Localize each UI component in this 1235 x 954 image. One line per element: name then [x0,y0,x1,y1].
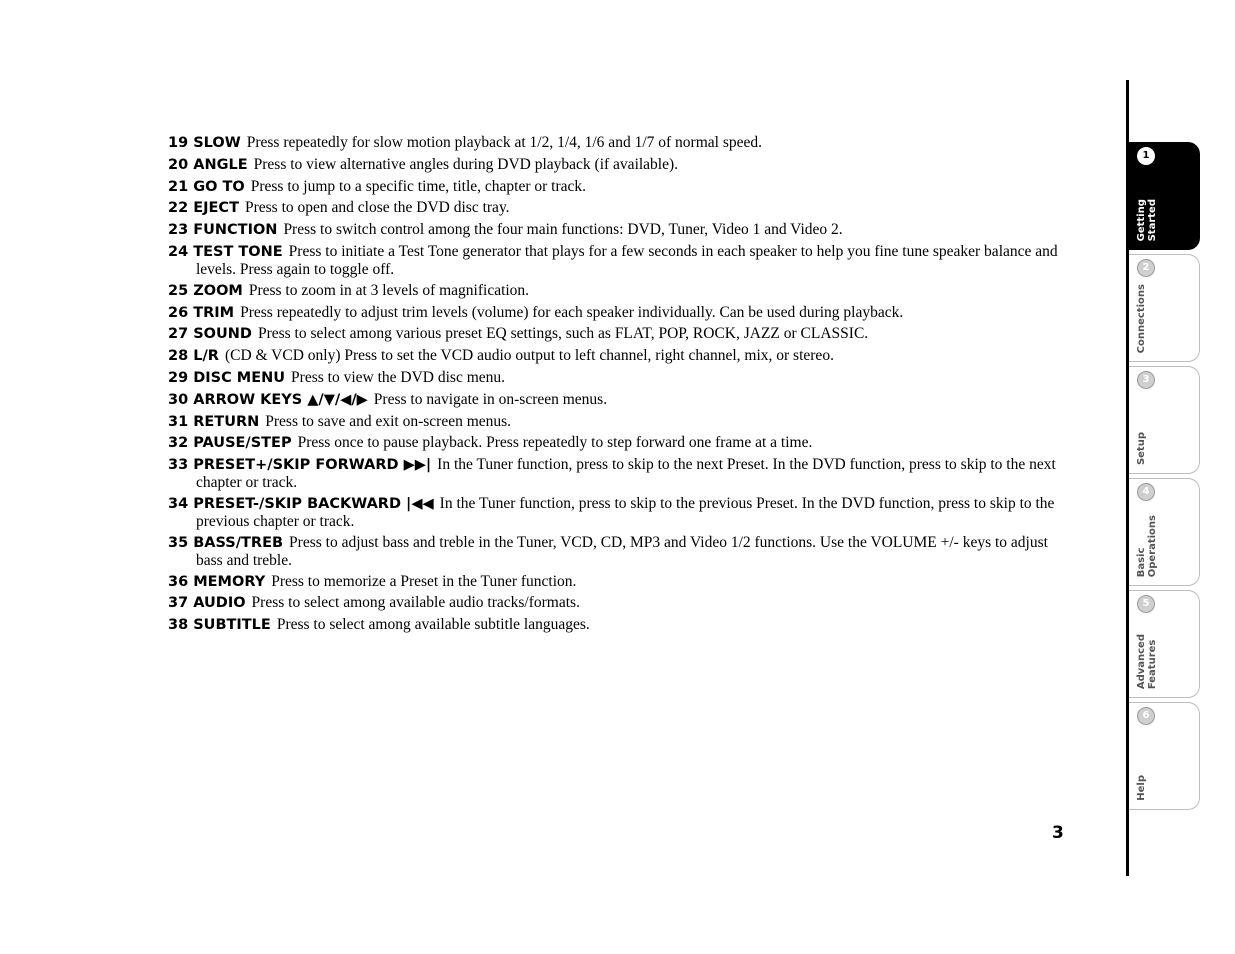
tab-label: Connections [1136,283,1147,353]
button-description: Press to initiate a Test Tone generator that plays for a few seconds in each speaker to help you fine tune speaker balance and levels. Press again to toggle off. [196,242,1058,278]
tab-setup[interactable] [1129,366,1200,474]
list-item [168,413,1068,431]
list-item [168,304,1068,322]
button-description: Press to select among various preset EQ settings, such as FLAT, POP, ROCK, JAZZ or CLASSIC. [257,325,869,343]
button-description: (CD & VCD only) Press to set the VCD audio output to left channel, right channel, mix, or stereo. [224,347,834,365]
list-item [168,594,1068,612]
button-name: 31 RETURN [168,413,260,430]
button-description: Press to jump to a specific time, title, chapter or track. [250,177,587,195]
button-name: 26 TRIM [168,304,235,321]
button-description: Press to zoom in at 3 levels of magnification. [248,281,530,299]
button-name: 30 ARROW KEYS ▲/▼/◀/▶ [168,391,368,408]
button-name: 19 SLOW [168,135,241,151]
button-description: Press to select among available audio tracks/formats. [251,594,580,612]
tab-label: Getting Started [1136,198,1158,241]
button-name: 38 SUBTITLE [168,617,271,634]
button-name: 32 PAUSE/STEP [168,435,292,452]
button-description: Press to navigate in on-screen menus. [373,390,608,408]
list-item [168,199,1068,217]
tab-label: Help [1136,775,1147,801]
list-item [168,347,1068,365]
tab-help[interactable] [1129,702,1200,810]
list-item [168,534,1068,569]
tab-number-badge: 5 [1137,595,1155,613]
button-description-list [168,134,1068,638]
button-name: 27 SOUND [168,326,252,343]
button-description: Press repeatedly to adjust trim levels (volume) for each speaker individually. Can be used during playback. [240,303,904,321]
button-name: 33 PRESET+/SKIP FORWARD ▶▶| [168,457,432,474]
list-item [168,369,1068,387]
tab-number-badge: 1 [1137,147,1155,165]
button-description: Press repeatedly for slow motion playback at 1/2, 1/4, 1/6 and 1/7 of normal speed. [246,134,762,151]
button-name: 20 ANGLE [168,156,248,173]
button-name: 35 BASS/TREB [168,534,284,551]
list-item [168,221,1068,239]
button-name: 36 MEMORY [168,573,266,590]
list-item [168,573,1068,591]
button-name: 25 ZOOM [168,282,243,299]
list-item [168,156,1068,174]
button-name: 37 AUDIO [168,595,246,612]
button-name: 21 GO TO [168,178,245,195]
button-description: Press to view alternative angles during DVD playback (if available). [253,155,679,173]
list-item [168,134,1068,152]
button-description: Press to switch control among the four main functions: DVD, Tuner, Video 1 and Video 2. [283,221,843,239]
list-item [168,282,1068,300]
tab-label: Basic Operations [1136,514,1158,577]
button-description: Press to select among available subtitle languages. [276,616,590,634]
button-description: Press to memorize a Preset in the Tuner function. [271,572,577,590]
list-item [168,391,1068,409]
list-item [168,434,1068,452]
list-item [168,456,1068,491]
list-item [168,325,1068,343]
button-name: 28 L/R [168,348,219,365]
tab-advanced-features[interactable] [1129,590,1200,698]
tab-connections[interactable] [1129,254,1200,362]
tab-number-badge: 3 [1137,371,1155,389]
tab-basic-operations[interactable] [1129,478,1200,586]
button-description: In the Tuner function, press to skip to the next Preset. In the DVD function, press to skip to the next chapter or track. [196,456,1056,492]
list-item [168,616,1068,634]
button-description: Press once to pause playback. Press repeatedly to step forward one frame at a time. [297,434,813,452]
tab-label: Advanced Features [1136,633,1158,689]
button-description: Press to view the DVD disc menu. [291,368,506,386]
list-item [168,178,1068,196]
button-name: 24 TEST TONE [168,243,283,260]
tab-number-badge: 4 [1137,483,1155,501]
button-description: Press to adjust bass and treble in the Tuner, VCD, CD, MP3 and Video 1/2 functions. Use the VOLUME +/- keys to adjust bass and treble. [196,533,1048,569]
button-description: Press to save and exit on-screen menus. [265,412,512,430]
page-number: 3 [1052,823,1064,843]
tab-getting-started[interactable] [1129,142,1200,250]
button-name: 34 PRESET-/SKIP BACKWARD |◀◀ [168,495,434,512]
list-item [168,495,1068,530]
button-name: 23 FUNCTION [168,222,278,239]
tab-number-badge: 6 [1137,707,1155,725]
button-name: 29 DISC MENU [168,369,286,386]
button-name: 22 EJECT [168,200,239,217]
button-description: In the Tuner function, press to skip to the previous Preset. In the DVD function, press to skip to the previous chapter or track. [196,494,1055,530]
button-description: Press to open and close the DVD disc tray. [244,199,510,217]
tab-label: Setup [1136,431,1147,465]
list-item [168,243,1068,278]
tab-number-badge: 2 [1137,259,1155,277]
